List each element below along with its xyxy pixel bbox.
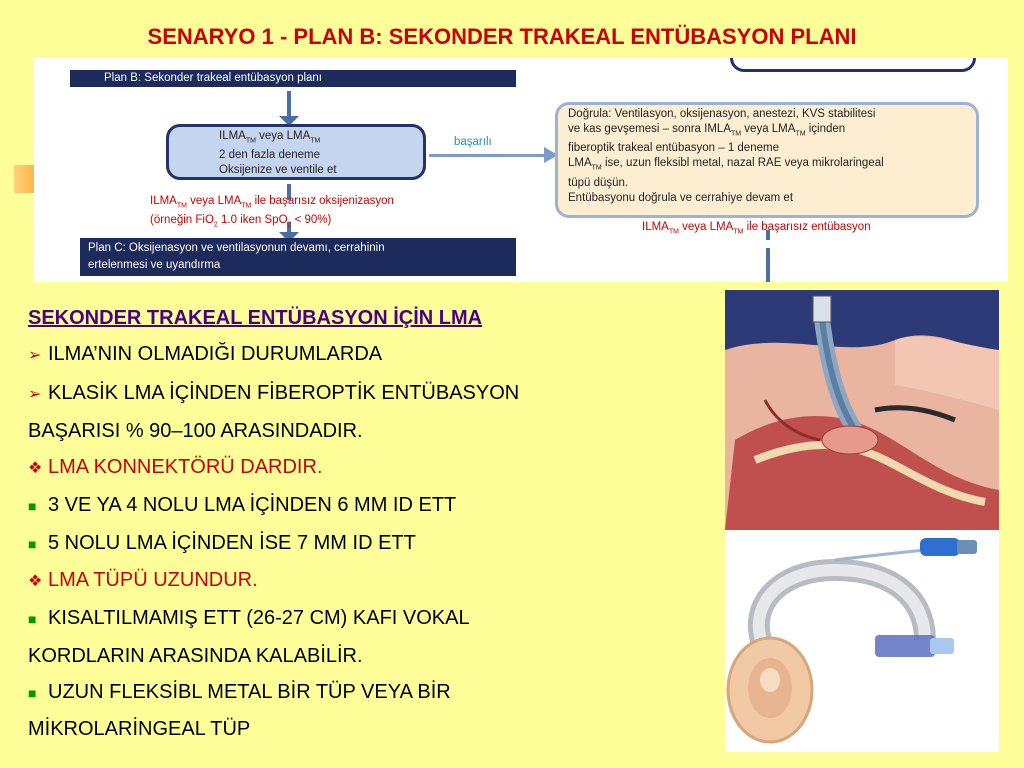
content-list <box>28 300 708 748</box>
left-box-text: veya LMA <box>255 130 311 142</box>
right-box-text: Entübasyonu doğrula ve cerrahiye devam et <box>568 191 794 204</box>
tm-mark: TM <box>241 202 252 210</box>
list-item <box>28 600 708 637</box>
right-box-text: LMA <box>568 157 592 170</box>
lma-device-svg <box>725 530 999 752</box>
subscript: 2 <box>287 221 292 229</box>
diamond-bullet-icon: ❖ <box>28 460 43 478</box>
plan-b-banner <box>70 70 516 87</box>
flowchart <box>34 58 1008 282</box>
failure-oxygenation-text <box>150 194 394 233</box>
tm-mark: TM <box>733 228 744 236</box>
tm-mark: TM <box>795 130 806 138</box>
tm-mark: TM <box>176 202 187 210</box>
flowchart-right-box <box>555 102 979 218</box>
lma-device-illustration <box>725 530 999 752</box>
list-item <box>28 674 708 711</box>
tm-mark: TM <box>731 130 742 138</box>
failure-text: < 90%) <box>291 214 332 227</box>
right-box-text: ve kas gevşemesi – sonra IMLA <box>568 123 731 135</box>
square-bullet-icon: ■ <box>28 535 37 552</box>
list-item <box>28 525 708 562</box>
square-bullet-icon: ■ <box>28 684 37 701</box>
list-item-text: BAŞARISI % 90–100 ARASINDADIR. <box>28 419 363 442</box>
list-item <box>28 711 708 747</box>
list-item <box>28 487 708 524</box>
list-item-text: LMA TÜPÜ UZUNDUR. <box>48 569 258 592</box>
right-box-text: ise, uzun fleksibl metal, nazal RAE veya mikrolaringeal <box>601 157 884 170</box>
list-item-text: KLASİK LMA İÇİNDEN FİBEROPTİK ENTÜBASYON <box>48 381 520 404</box>
left-box-text: 2 den fazla deneme <box>219 149 321 162</box>
tm-mark: TM <box>668 228 679 236</box>
list-item <box>28 562 708 600</box>
list-item-text: 5 NOLU LMA İÇİNDEN İSE 7 MM ID ETT <box>48 531 416 554</box>
airway-illustration-svg <box>725 290 999 530</box>
list-item-text: UZUN FLEKSİBL METAL BİR TÜP VEYA BİR <box>48 680 451 703</box>
failure-text: ile başarısız oksijenizasyon <box>251 195 394 207</box>
plan-b-label: Plan B: Sekonder trakeal entübasyon planı <box>104 72 323 84</box>
success-label: başarılı <box>454 136 492 148</box>
diamond-bullet-icon: ❖ <box>28 573 43 591</box>
failure-text: ILMA <box>150 195 177 207</box>
tm-mark: TM <box>245 137 256 145</box>
left-box-text: ILMA <box>219 130 246 142</box>
square-bullet-icon: ■ <box>28 498 37 515</box>
list-item <box>28 638 708 674</box>
left-box-text: Oksijenize ve ventile et <box>219 164 337 177</box>
list-item-text: 3 VE YA 4 NOLU LMA İÇİNDEN 6 MM ID ETT <box>48 494 457 517</box>
list-item <box>28 375 708 413</box>
arrow-bullet-icon: ➢ <box>28 385 42 403</box>
list-item <box>28 336 708 374</box>
right-box-text: Doğrula: Ventilasyon, oksijenasyon, anestezi, KVS stabilitesi <box>568 108 876 120</box>
square-bullet-icon: ■ <box>28 611 37 628</box>
right-box-text: veya LMA <box>741 123 796 135</box>
flowchart-top-box <box>730 58 976 72</box>
slide-title: SENARYO 1 - PLAN B: SEKONDER TRAKEAL ENTÜBASYON PLANI <box>147 24 857 49</box>
list-item-text: MİKROLARİNGEAL TÜP <box>28 718 251 741</box>
plan-c-label: Plan C: Oksijenasyon ve ventilasyonun devamı, cerrahinin <box>88 242 385 254</box>
tm-mark: TM <box>310 137 321 145</box>
decorative-bar <box>14 165 36 193</box>
flowchart-arrow-line <box>429 154 549 157</box>
plan-c-banner <box>80 238 516 276</box>
list-item <box>28 449 708 487</box>
failure-text: (örneğin FiO <box>150 214 214 227</box>
failure-text: veya LMA <box>186 195 242 207</box>
airway-illustration <box>725 290 999 530</box>
list-item <box>28 413 708 449</box>
arrow-bullet-icon: ➢ <box>28 347 42 365</box>
failure-text: ile başarısız entübasyon <box>743 221 871 233</box>
failure-text: 1.0 iken SpO <box>217 214 288 227</box>
failure-text: ILMA <box>642 221 669 233</box>
list-item-text: KISALTILMAMIŞ ETT (26-27 CM) KAFI VOKAL <box>48 607 470 630</box>
list-item-text: KORDLARIN ARASINDA KALABİLİR. <box>28 644 363 667</box>
content-heading: SEKONDER TRAKEAL ENTÜBASYON İÇİN LMA <box>28 307 483 329</box>
flowchart-line <box>766 248 770 282</box>
plan-c-label: ertelenmesi ve uyandırma <box>88 259 221 271</box>
list-item-text: ILMA’NIN OLMADIĞI DURUMLARDA <box>48 343 383 366</box>
right-box-text: tüpü düşün. <box>568 176 629 189</box>
tm-mark: TM <box>591 164 602 172</box>
failure-intubation-text <box>642 220 871 239</box>
flowchart-left-box <box>166 124 426 180</box>
right-box-text: fiberoptik trakeal entübasyon – 1 deneme <box>568 142 779 155</box>
list-item-text: LMA KONNEKTÖRÜ DARDIR. <box>48 456 323 479</box>
right-box-text: içinden <box>805 123 846 135</box>
subscript: 2 <box>213 221 218 229</box>
failure-text: veya LMA <box>678 221 734 233</box>
